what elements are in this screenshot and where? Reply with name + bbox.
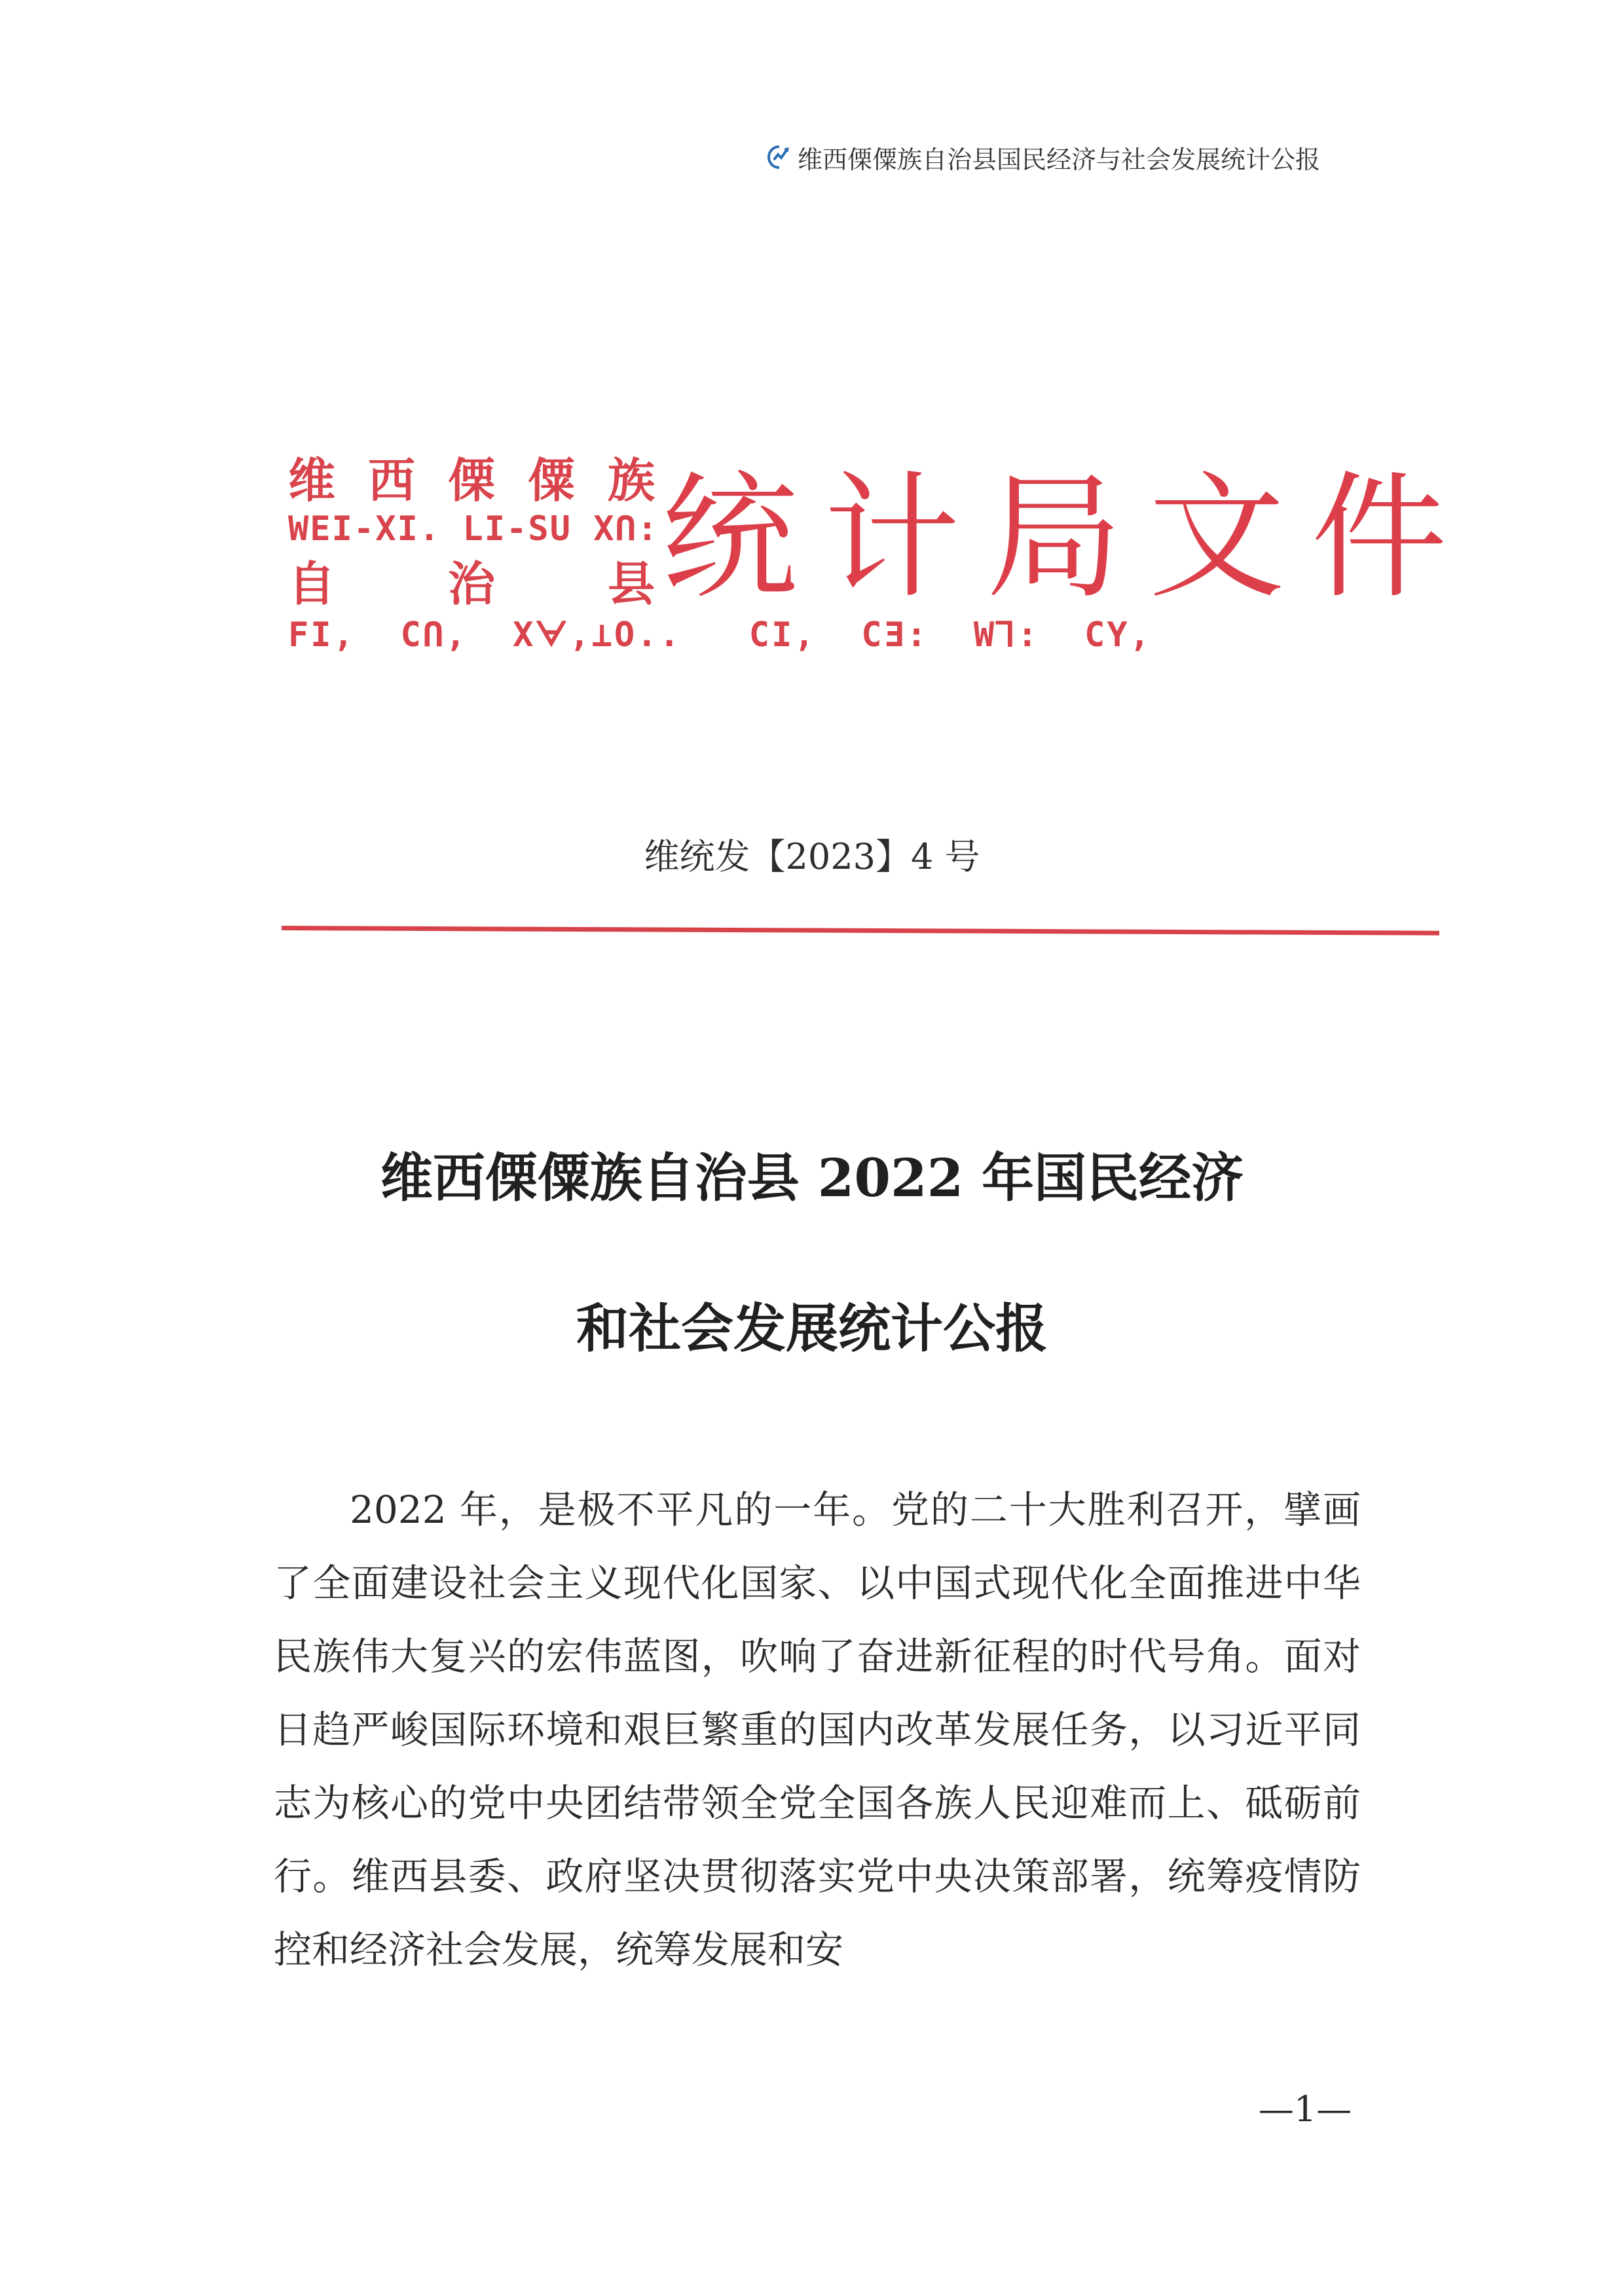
org-char: 自 (288, 556, 336, 611)
letterhead-title-char: 计 (824, 459, 960, 617)
org-char: 治 (447, 556, 495, 611)
org-name-line2 (288, 558, 655, 610)
document-number: 维统发【2023】4 号 (644, 836, 980, 877)
org-char: 族 (607, 452, 655, 508)
stats-logo-icon (765, 143, 794, 172)
document-title-line2: 和社会发展统计公报 (576, 1298, 1048, 1359)
org-char: 僳 (527, 452, 575, 508)
org-name-line1 (288, 454, 655, 507)
org-char: 维 (288, 452, 336, 508)
org-name-lisu-line2: FI, CՈ, Xᗄ,⊥O.. CI, CƎ: W⅂: CY, (288, 615, 1152, 655)
org-char: 西 (367, 452, 415, 508)
org-name-lisu-line1: WEI-XI. LI-SU XՈ: (288, 509, 659, 549)
letterhead-title-char: 件 (1311, 459, 1447, 617)
org-char: 傈 (447, 452, 495, 508)
running-header-text: 维西傈僳族自治县国民经济与社会发展统计公报 (798, 145, 1321, 174)
document-title-line1: 维西傈僳族自治县 2022 年国民经济 (380, 1147, 1244, 1209)
letterhead-title-char: 文 (1149, 459, 1285, 617)
red-divider-line (282, 926, 1439, 936)
body-paragraph: 2022 年，是极不平凡的一年。党的二十大胜利召开，擘画了全面建设社会主义现代化国家、以中国式现代化全面推进中华民族伟大复兴的宏伟蓝图，吹响了奋进新征程的时代号角。面对日趋严峻国际环境和艰巨繁重的国内改革发展任务，以习近平同志为核心的党中央团结带领全党全国各族人民迎难而上、砥砺前行。维西县委、政府坚决贯彻落实党中央决策部署，统筹疫情防控和经济社会发展，统筹发展和安 (274, 1487, 1361, 1972)
page-number: —1— (1258, 2088, 1352, 2130)
letterhead-title (661, 459, 1447, 617)
running-header (765, 139, 1420, 175)
letterhead-title-char: 局 (986, 459, 1122, 617)
letterhead-title-char: 统 (661, 459, 798, 617)
org-char: 县 (607, 556, 655, 611)
